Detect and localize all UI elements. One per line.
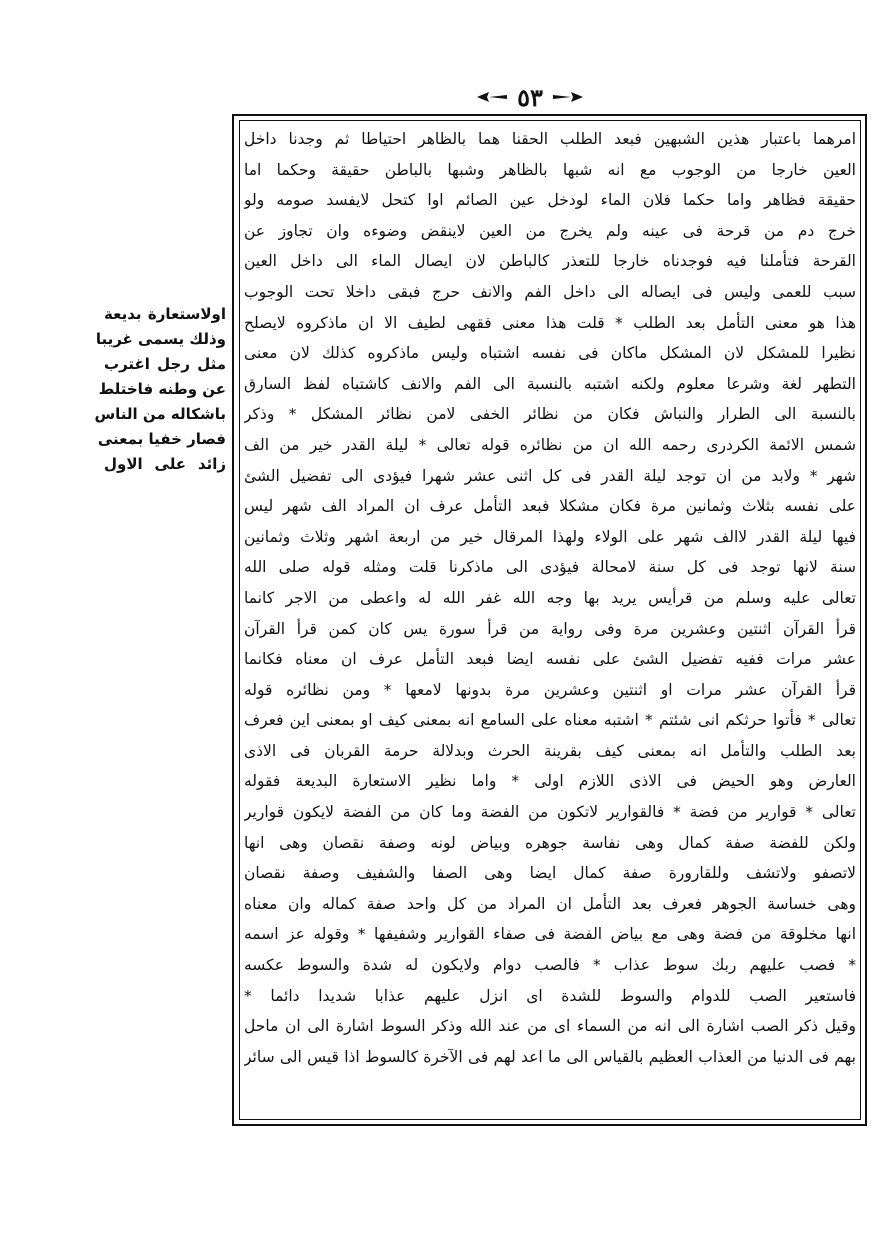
body-line: وقيل ذكر الصب اشارة الى انه من السماء اى من عند الله وذكر السوط اشارة الى ان ماحل xyxy=(244,1017,856,1036)
body-line: العين خارجا من الوجوب مع انه شبها بالظاهر وشبها بالباطن حقيقة وحكما اما xyxy=(244,160,856,179)
body-text xyxy=(244,124,856,1072)
page-number-text: ٥٣ xyxy=(517,82,543,112)
body-line: بالنسبة الى الطرار والنباش فكان من نظائر الخفى لامن نظائر المشكل * وذكر xyxy=(244,405,856,424)
body-line: بهم فى الدنيا من العذاب العظيم بالقياس الى ما اعد لهم فى الآخرة كالسوط اذا قيس الى سائر xyxy=(244,1047,856,1066)
ornament-right-icon xyxy=(475,90,509,104)
body-line: امرهما باعتبار هذين الشبهين فبعد الطلب الحقنا هما بالظاهر احتياطا ثم وجدنا داخل xyxy=(244,130,856,148)
body-line: عشر مرات ففيه تفضيل الشئ على نفسه ايضا فبعد التأمل عرف ان معناه فكانما xyxy=(244,650,856,669)
margin-note-line: وذلك يسمى غريبا xyxy=(95,330,226,348)
body-line: * فصب عليهم ربك سوط عذاب * فالصب دوام ولايكون له شدة والسوط عكسه xyxy=(244,956,856,975)
body-line: على نفسه بثلاث وثمانين مرة فكان مشكلا فبعد التأمل عرف ان المراد الف شهر ليس xyxy=(244,497,856,516)
body-line: لاتصفو ولاتشف وللقارورة صفة كمال ايضا وهى الصفا والشفيف وصفة نقصان xyxy=(244,864,856,883)
margin-note xyxy=(94,302,226,477)
body-line: فيها ليلة القدر لاالف شهر على الولاء ولهذا المرقال خير من اربعة اشهر وثلاث وثمانين xyxy=(244,527,856,546)
body-line: خرج دم من قرحة فى عينه ولم يخرج من العين لاينقض وضوءه وان تجاوز عن xyxy=(244,221,856,240)
margin-note-line: باشكاله من الناس xyxy=(94,405,226,423)
body-line: نظيرا للمشكل لان المشكل ماكان فى نفسه اشتباه وليس ماذكروه كذلك لان معنى xyxy=(244,344,856,363)
body-line: سنة لانها توجد فى كل سنة لامحالة فيؤدى الى ماذكرنا قلت ومثله قوله صلى الله xyxy=(244,558,856,577)
body-line: تعالى عليه وسلم من قرأيس يريد بها وجه الله غفر الله له واعطى من الاجر كانما xyxy=(244,588,856,607)
body-line: هذا هو معنى التأمل بعد الطلب * قلت هذا معنى فقهى لطيف الا ان ماذكروه لايصلح xyxy=(244,313,856,332)
body-line: حقيقة فظاهر واما حكما فلان الماء لودخل عين الصائم اوا كتحل لايفسد صومه ولو xyxy=(244,191,856,210)
body-line: قرأ القرآن اثنتين وعشرين مرة وفى رواية من قرأ سورة يس كان كمن قرأ القرآن xyxy=(244,619,856,638)
body-line: بعد الطلب والتأمل انه بمعنى كيف بقرينة الحرث وبدلالة حرمة القربان فى الاذى xyxy=(244,741,856,760)
body-line: القرحة فتأملنا فيه فوجدناه خارجا للتعذر كالباطن لان ايصال الماء الى داخل العين xyxy=(244,252,856,271)
body-line: قرأ القرآن عشر مرات او اثنتين وعشرين مرة بدونها لامعها * ومن نظائره قوله xyxy=(244,680,856,699)
body-line: انها مخلوقة من فضة وهى مع بياض الفضة فى صفاء القوارير وشفيفها * وقوله عز اسمه xyxy=(244,925,856,944)
page-number xyxy=(470,82,590,112)
body-line: وهى خساسة الجوهر فعرف بعد التأمل ان المراد من كل واحد صفة كماله وان معناه xyxy=(244,894,856,913)
margin-note-line: عن وطنه فاختلط xyxy=(98,380,226,398)
body-line: العارض وهو الحيض فى الاذى اللازم اولى * واما نظير الاستعارة البديعة فقوله xyxy=(244,772,856,791)
body-line: ولكن للفضة صفة كمال وهى نفاسة جوهره وبياض لونه وصفة نقصان وهى انها xyxy=(244,833,856,852)
margin-note-line: زائد على الاول xyxy=(104,455,226,473)
margin-note-line: اولاستعارة بديعة xyxy=(104,305,226,323)
ornament-left-icon xyxy=(551,90,585,104)
body-line: فاستعير الصب للدوام والسوط للشدة اى انزل عليهم عذابا شديدا دائما * xyxy=(244,986,856,1005)
body-line: شهر * ولابد من ان توجد ليلة القدر فى كل اثنى عشر شهرا فيؤدى الى تفضيل الشئ xyxy=(244,466,856,485)
body-line: التطهر لغة وشرعا معلوم ولكنه اشتبه بالنسبة الى الفم والانف كاشتباه لفظ السارق xyxy=(244,374,856,393)
body-line: تعالى * فأتوا حرثكم انى شئتم * اشتبه معناه على السامع انه بمعنى كيف او بمعنى اين فعرف xyxy=(244,711,856,730)
body-line: شمس الائمة الكردرى رحمه الله ان من نظائره قوله تعالى * ليلة القدر خير من الف xyxy=(244,435,856,454)
margin-note-line: مثل رجل اغترب xyxy=(104,355,226,373)
body-line: سبب للعمى وليس فى ايصاله الى داخل الفم والانف حرج فبقى داخلا تحت الوجوب xyxy=(244,282,856,301)
margin-note-line: فصار خفيا بمعنى xyxy=(97,430,226,448)
body-line: تعالى * قوارير من فضة * فالقوارير لاتكون من الفضة وما كان من الفضة لايكون قوارير xyxy=(244,803,856,822)
